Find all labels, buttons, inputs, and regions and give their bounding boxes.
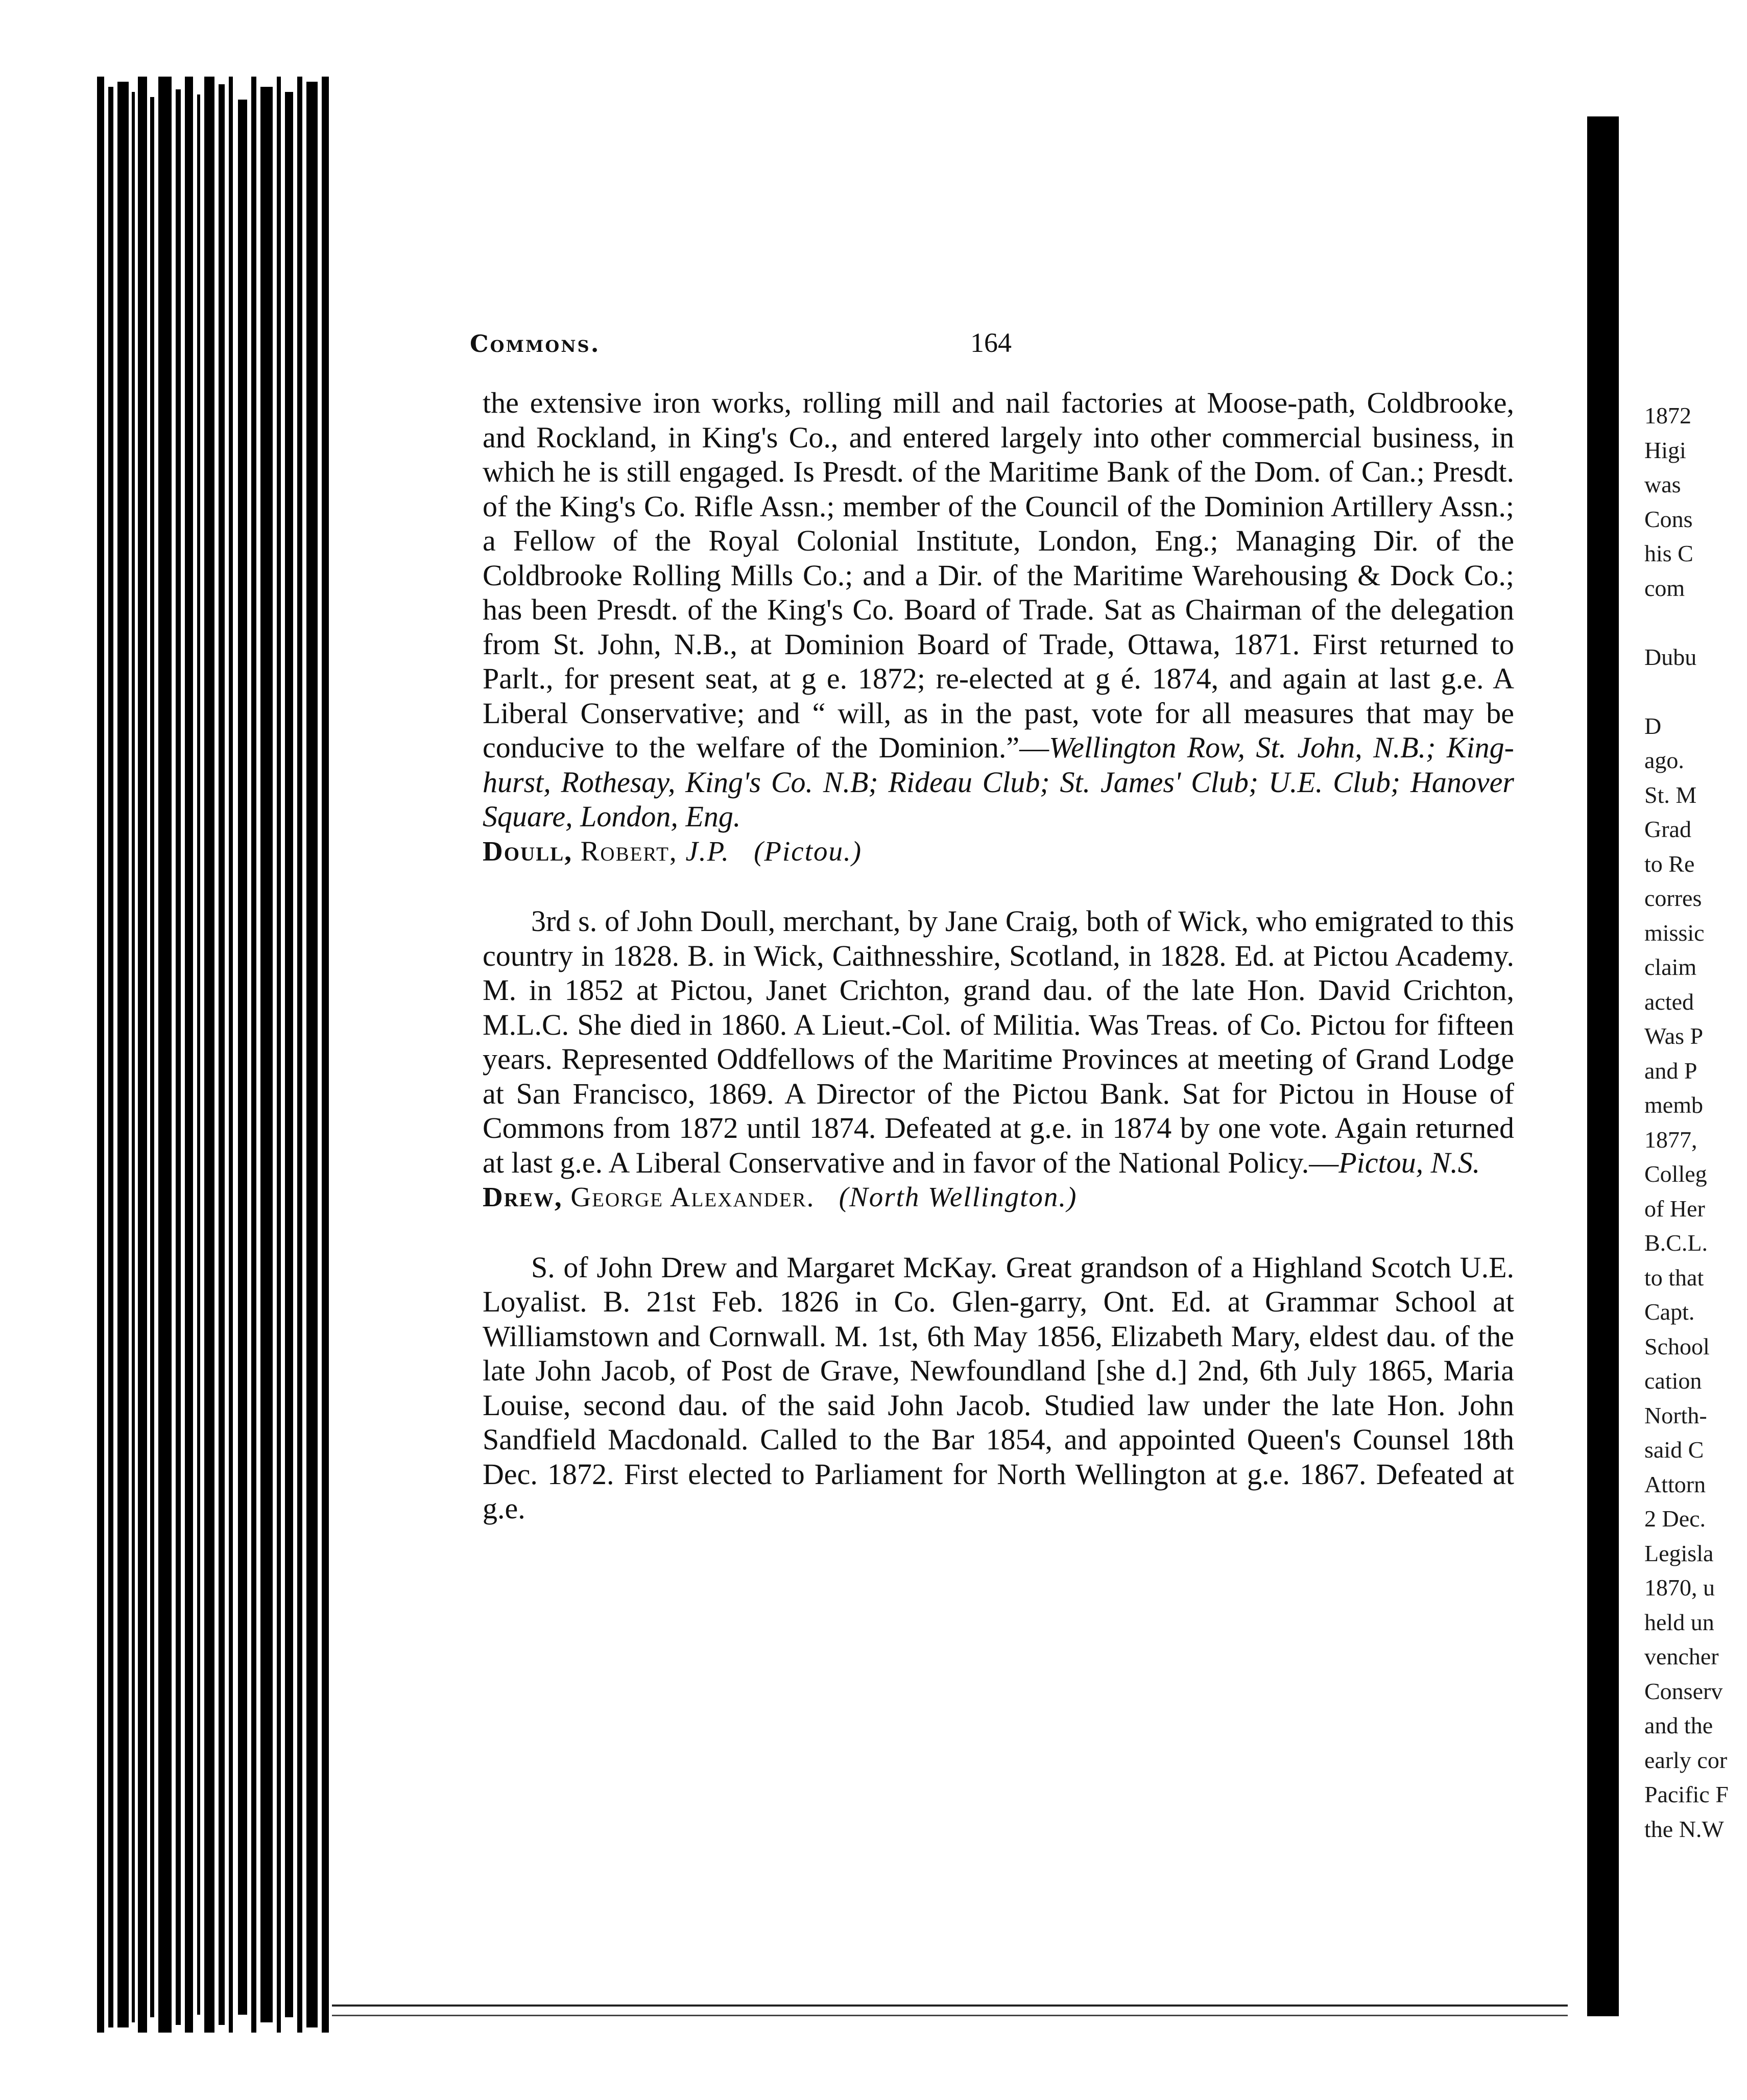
facing-line: acted xyxy=(1644,988,1694,1015)
entry-body-doull xyxy=(483,904,1514,1180)
entry-title: J.P. xyxy=(685,835,730,867)
continued-entry-address: Wellington Row, St. John, N.B.; King-hurst, Rothesay, King's Co. N.B; Rideau Club; St. James' Club; U.E. Club; Hanover Square, London, Eng. xyxy=(483,731,1514,833)
facing-line: claim xyxy=(1644,954,1697,980)
page-edge-stripes xyxy=(87,77,332,2033)
facing-page-fragments xyxy=(1644,398,1747,1846)
facing-line: Attorn xyxy=(1644,1471,1706,1497)
facing-line: com xyxy=(1644,575,1685,601)
entry-heading-doull xyxy=(483,834,1514,869)
facing-line: 2 Dec. xyxy=(1644,1506,1706,1532)
facing-line xyxy=(1644,605,1747,640)
facing-line: early cor xyxy=(1644,1747,1728,1773)
facing-line: Was P xyxy=(1644,1023,1704,1049)
continued-entry-paragraph xyxy=(483,386,1514,834)
facing-line: vencher xyxy=(1644,1643,1719,1669)
entry-body-drew xyxy=(483,1250,1514,1526)
entry-surname: Doull, xyxy=(483,835,572,867)
facing-line: corres xyxy=(1644,885,1702,911)
facing-line: Conserv xyxy=(1644,1678,1723,1704)
facing-line: Capt. xyxy=(1644,1299,1695,1325)
facing-line: 1870, u xyxy=(1644,1574,1715,1601)
gutter-shadow xyxy=(1587,116,1619,2016)
facing-line: said C xyxy=(1644,1437,1704,1463)
entry-riding: (Pictou.) xyxy=(754,835,863,867)
page-number: 164 xyxy=(970,327,1012,358)
facing-line: D xyxy=(1644,712,1662,739)
facing-line: Colleg xyxy=(1644,1161,1707,1187)
entry-body-text: 3rd s. of John Doull, merchant, by Jane Craig, both of Wick, who emigrated to this country in 1828. B. in Wick, Caithnesshire, Scotland, in 1828. Ed. at Pictou Academy. M. in 1852 at Pictou, Janet Crichton, grand dau. of the late Hon. David Crichton, M.L.C. She died in 1860. A Lieut.-Col. of Militia. Was Treas. of Co. Pictou for fifteen years. Represented Oddfellows of the Maritime Provinces at meeting of Grand Lodge at San Francisco, 1869. A Director of the Pictou Bank. Sat for Pictou in House of Commons from 1872 until 1874. Defeated at g.e. in 1874 by one vote. Again returned at last g.e. A Liberal Conservative and in favor of the National Policy.— xyxy=(483,904,1514,1179)
facing-line: Pacific F xyxy=(1644,1781,1729,1807)
facing-line: Higi xyxy=(1644,437,1686,463)
facing-line: of Her xyxy=(1644,1195,1705,1222)
facing-line: to that xyxy=(1644,1264,1704,1291)
entry-surname: Drew, xyxy=(483,1181,563,1212)
facing-line: Grad xyxy=(1644,816,1691,842)
facing-line: Legisla xyxy=(1644,1540,1714,1566)
facing-line: Dubu xyxy=(1644,643,1697,670)
entry-heading-drew xyxy=(483,1180,1514,1214)
book-page-edge xyxy=(87,77,332,2033)
facing-line: cation xyxy=(1644,1368,1702,1394)
page-header xyxy=(470,327,1517,368)
main-text-column xyxy=(483,386,1514,1526)
running-head: Commons. xyxy=(470,330,601,357)
facing-line xyxy=(1644,674,1747,709)
entry-address: Pictou, N.S. xyxy=(1338,1146,1480,1179)
facing-line: B.C.L. xyxy=(1644,1230,1708,1256)
facing-line: and the xyxy=(1644,1712,1713,1738)
facing-line: 1872 xyxy=(1644,402,1691,428)
facing-line: memb xyxy=(1644,1092,1703,1118)
facing-line: his C xyxy=(1644,540,1693,566)
facing-line: the N.W xyxy=(1644,1816,1724,1842)
facing-line: North- xyxy=(1644,1402,1707,1428)
facing-line: Cons xyxy=(1644,506,1693,532)
facing-line: was xyxy=(1644,471,1681,497)
page-bottom-edge xyxy=(332,2004,1568,2016)
facing-line: 1877, xyxy=(1644,1126,1697,1153)
entry-body-text: S. of John Drew and Margaret McKay. Great grandson of a Highland Scotch U.E. Loyalist. B. 21st Feb. 1826 in Co. Glen-garry, Ont. Ed. at Grammar School at Williamstown and Cornwall. M. 1st, 6th May 1856, Elizabeth Mary, eldest dau. of the late John Jacob, of Post de Grave, Newfoundland [she d.] 2nd, 6th July 1865, Maria Louise, second dau. of the said John Jacob. Studied law under the late Hon. John Sandfield Macdonald. Called to the Bar 1854, and appointed Queen's Counsel 18th Dec. 1872. First elected to Parliament for North Wellington at g.e. 1867. Defeated at g.e. xyxy=(483,1250,1514,1525)
facing-line: to Re xyxy=(1644,850,1695,877)
continued-entry-text: the extensive iron works, rolling mill and nail factories at Moose-path, Coldbrooke, and Rockland, in King's Co., and entered largely into other commercial business, in which he is still engaged. Is Presdt. of the Maritime Bank of the Dom. of Can.; Presdt. of the King's Co. Rifle Assn.; member of the Council of the Dominion Artillery Assn.; a Fellow of the Royal Colonial Institute, London, Eng.; Managing Dir. of the Coldbrooke Rolling Mills Co.; and a Dir. of the Maritime Warehousing & Dock Co.; has been Presdt. of the King's Co. Board of Trade. Sat as Chairman of the delegation from St. John, N.B., at Dominion Board of Trade, Ottawa, 1871. First returned to Parlt., for present seat, at g e. 1872; re-elected at g é. 1874, and again at last g.e. A Liberal Conservative; and “ will, as in the past, vote for all measures that may be conducive to the welfare of the Dominion.”— xyxy=(483,386,1514,764)
facing-line: and P xyxy=(1644,1057,1697,1084)
entry-riding: (North Wellington.) xyxy=(839,1181,1078,1212)
facing-line: missic xyxy=(1644,919,1705,946)
entry-given-name: George Alexander. xyxy=(570,1181,815,1212)
facing-line: held un xyxy=(1644,1609,1714,1635)
facing-line: School xyxy=(1644,1333,1710,1359)
facing-line: ago. xyxy=(1644,747,1684,773)
entry-given-name: Robert, xyxy=(580,835,678,867)
facing-line: St. M xyxy=(1644,781,1697,808)
